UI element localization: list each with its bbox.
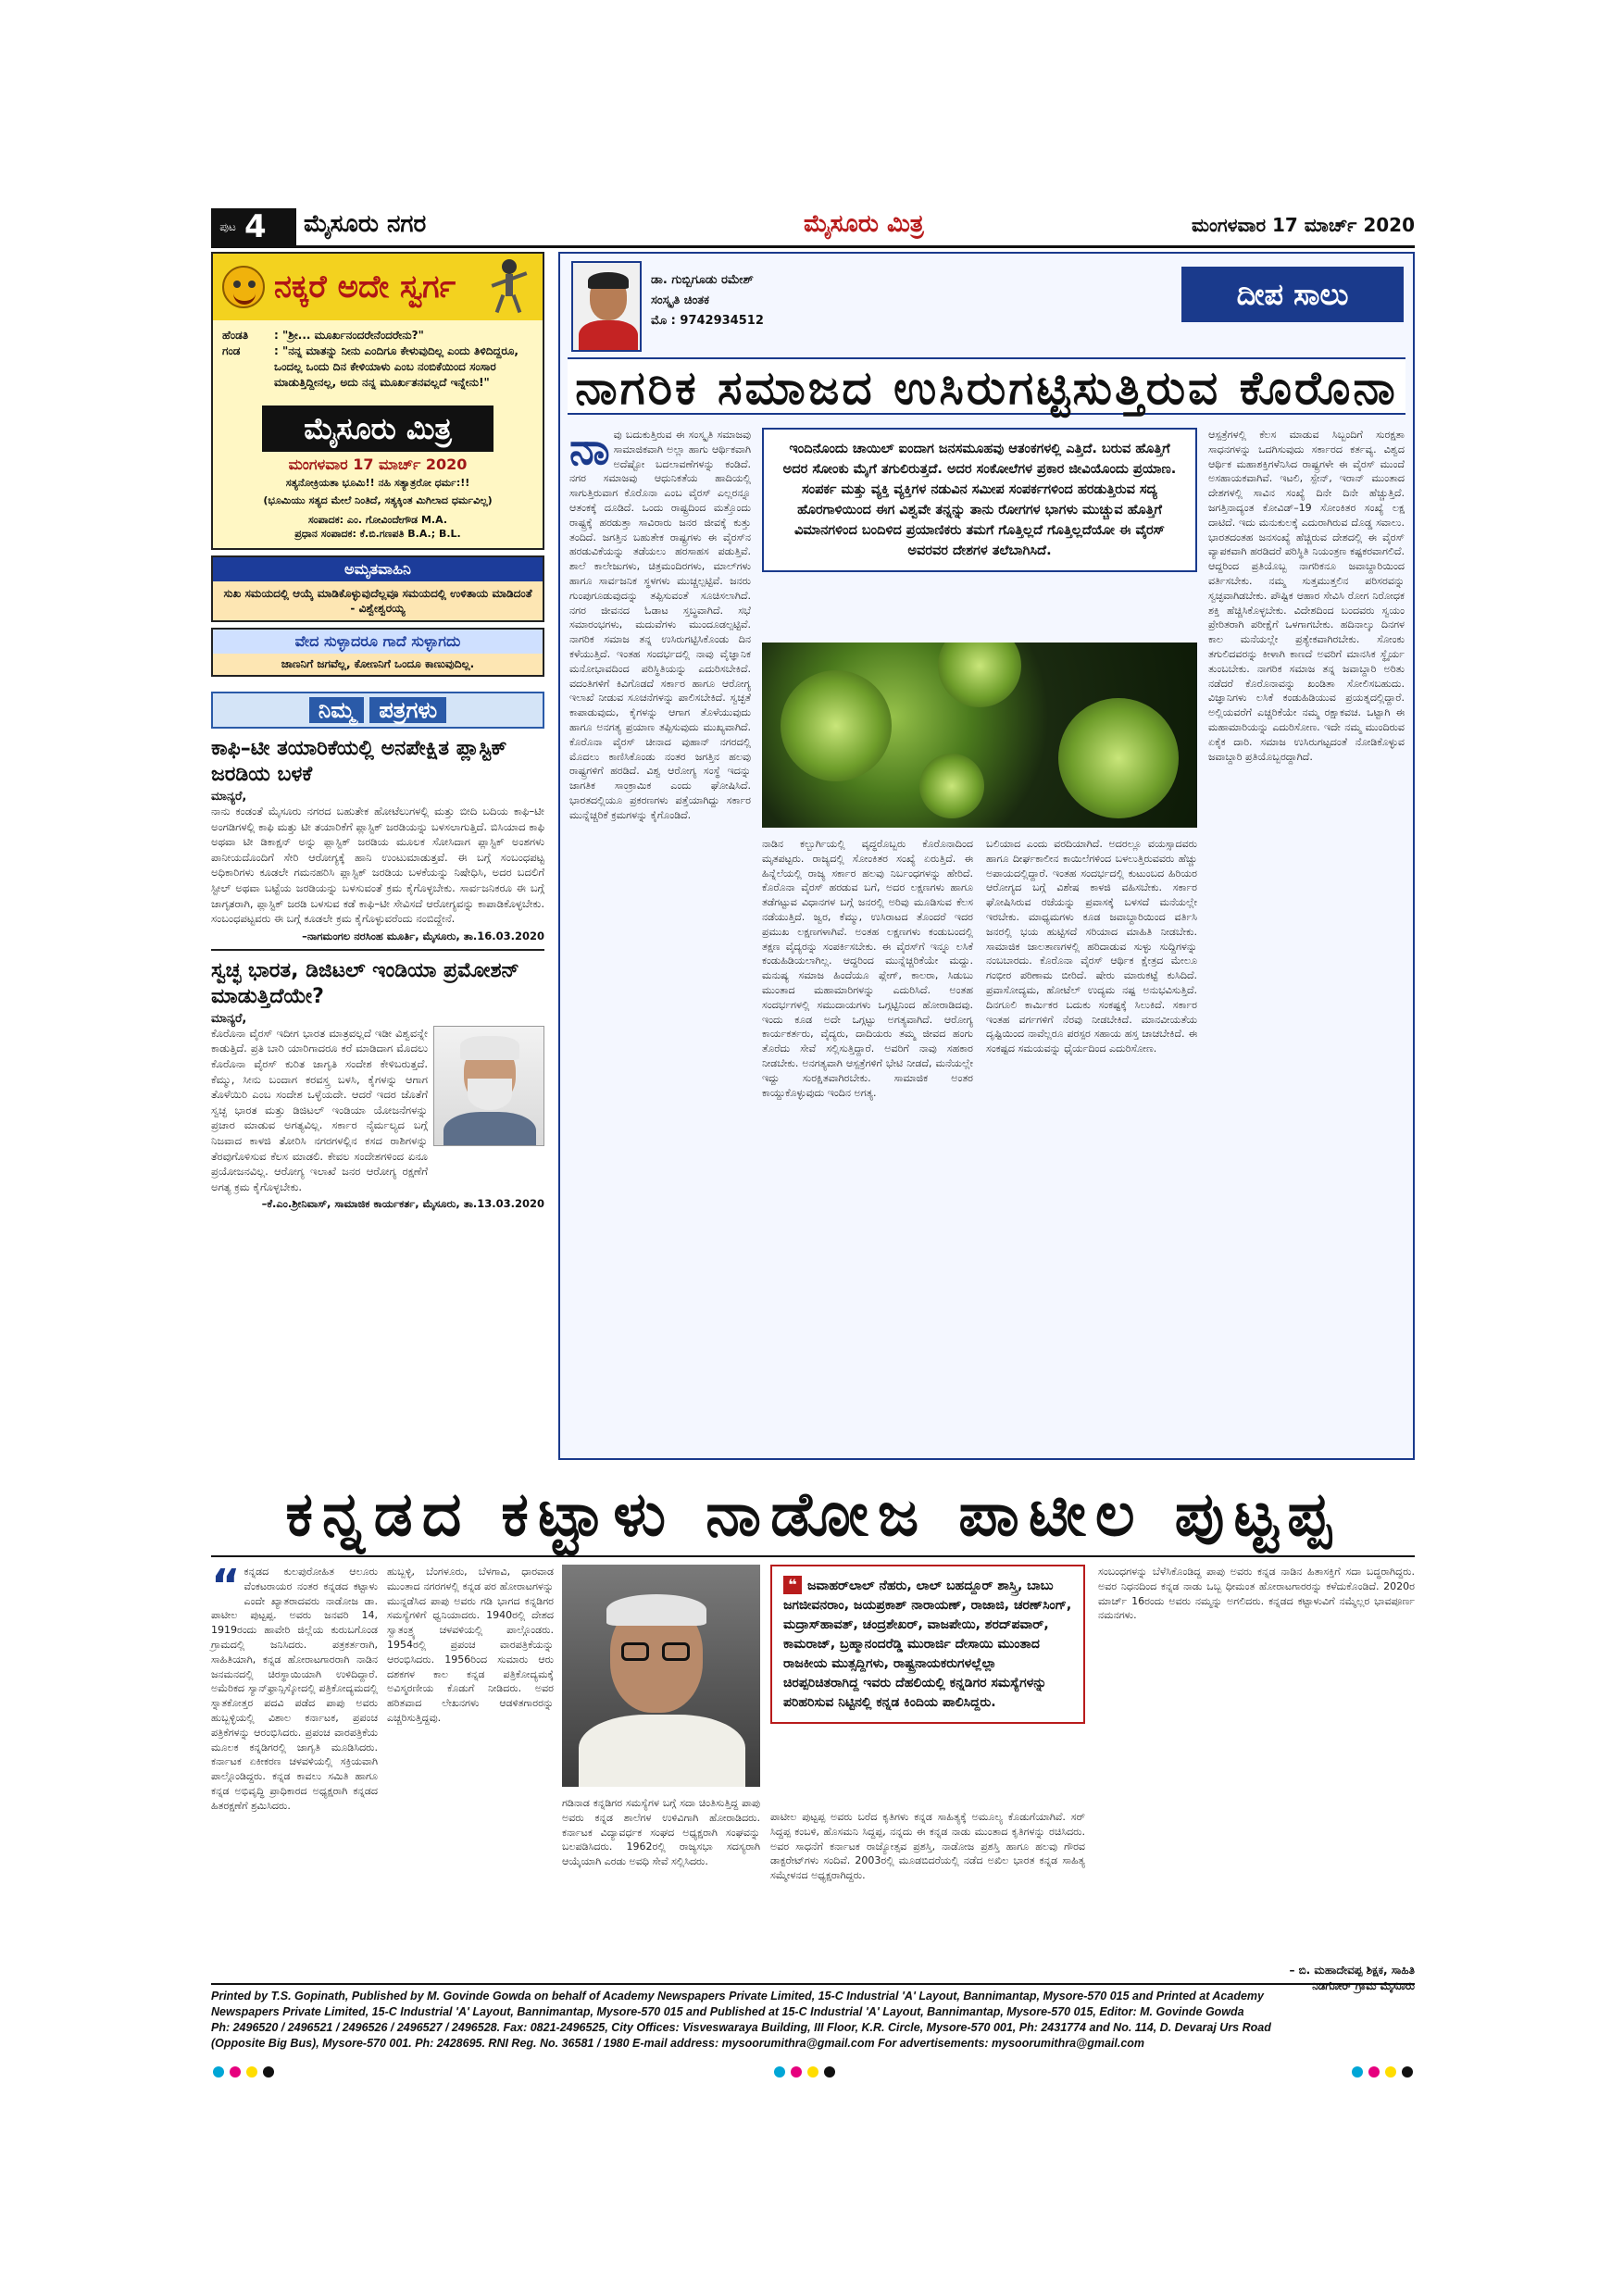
- patil-pull-quote: [770, 1565, 1085, 1724]
- editor-name: ಸಂಪಾದಕ: ಎಂ. ಗೋವಿಂದೇಗೌಡ M.A.: [307, 514, 448, 526]
- page-number-box: [211, 208, 296, 245]
- page-label: ಪುಟ: [219, 219, 236, 233]
- headline-rule: [211, 1555, 1415, 1557]
- letters-header: [211, 692, 544, 729]
- article-signature: – ಬಿ. ಮಹಾದೇವಪ್ಪ ಶಿಕ್ಷಕ, ಸಾಹಿತಿ ನಿಡಿಗೋರ್‌ ಗ್ರಾಮ ಮೈಸೂರು: [1289, 1964, 1415, 1992]
- coronavirus-image: [762, 643, 1197, 828]
- letter-title: ಸ್ವಚ್ಛ ಭಾರತ, ಡಿಜಿಟಲ್ ಇಂಡಿಯಾ ಪ್ರಮೋಶನ್ ಮಾಡುತ್ತಿದೆಯೇ?: [211, 958, 519, 1008]
- amruthavahini-title: ಅಮೃತವಾಹಿನಿ: [213, 557, 543, 581]
- reg-dot: [263, 2066, 274, 2078]
- patil-article-headline: ಕನ್ನಡದ ಕಟ್ಟಾಳು ನಾಡೋಜ ಪಾಟೀಲ ಪುಟ್ಟಪ್ಪ: [285, 1478, 1341, 1550]
- reg-dot: [824, 2066, 835, 2078]
- article-text: ವು ಬದುಕುತ್ತಿರುವ ಈ ಸಂಸ್ಕೃತಿ ಸಮಾಜವು ಸಾಮಾಜಿಕವಾಗಿ ಅಲ್ಲಾ ಹಾಗು ಆರ್ಥಿಕವಾಗಿ ಅದೆಷ್ಟೋ ಬದಲಾವಣೆಗಳನ್ನು ಕಂಡಿದೆ. ನಗರ ಸಮಾಜವು ಆಧುನಿಕತೆಯ ಹಾದಿಯಲ್ಲಿ ಸಾಗುತ್ತಿರುವಾಗ ಕೊರೊನಾ ಎಂಬ ವೈರಸ್ ಎಲ್ಲರನ್ನೂ ಆತಂಕಕ್ಕೆ ದೂಡಿದೆ. ಒಂದು ರಾಷ್ಟ್ರದಿಂದ ಮತ್ತೊಂದು ರಾಷ್ಟ್ರಕ್ಕೆ ಹರಡುತ್ತಾ ಸಾವಿರಾರು ಜನರ ಜೀವಕ್ಕೆ ಕುತ್ತು ತಂದಿದೆ. ಜಗತ್ತಿನ ಬಹುತೇಕ ರಾಷ್ಟ್ರಗಳು ಈ ವೈರಸ್‌ನ ಹರಡುವಿಕೆಯನ್ನು ತಡೆಯಲು ಹರಸಾಹಸ ಪಡುತ್ತಿವೆ. ಶಾಲೆ ಕಾಲೇಜುಗಳು, ಚಿತ್ರಮಂದಿರಗಳು, ಮಾಲ್‌ಗಳು ಹಾಗೂ ಸಾರ್ವಜನಿಕ ಸ್ಥಳಗಳು ಮುಚ್ಚಲ್ಪಟ್ಟಿವೆ. ಜನರು ಗುಂಪುಗೂಡುವುದನ್ನು ತಪ್ಪಿಸುವಂತೆ ಸೂಚಿಸಲಾಗಿದೆ. ನಗರ ಜೀವನದ ಓಡಾಟ ಸ್ತಬ್ಧವಾಗಿದೆ. ಸಭೆ ಸಮಾರಂಭಗಳು, ಮದುವೆಗಳು ಮುಂದೂಡಲ್ಪಟ್ಟಿವೆ. ನಾಗರಿಕ ಸಮಾಜ ತನ್ನ ಉಸಿರುಗಟ್ಟಿಸಿಕೊಂಡು ದಿನ ಕಳೆಯುತ್ತಿದೆ. ಇಂತಹ ಸಂದರ್ಭದಲ್ಲಿ ನಾವು ವೈಜ್ಞಾನಿಕ ಮನೋಭಾವದಿಂದ ಪರಿಸ್ಥಿತಿಯನ್ನು ಎದುರಿಸಬೇಕಿದೆ. ವದಂತಿಗಳಿಗೆ ಕಿವಿಗೊಡದೆ ಸರ್ಕಾರ ಹಾಗೂ ಆರೋಗ್ಯ ಇಲಾಖೆ ನೀಡುವ ಸೂಚನೆಗಳನ್ನು ಪಾಲಿಸಬೇಕಿದೆ. ಸ್ವಚ್ಛತೆ ಕಾಪಾಡುವುದು, ಕೈಗಳನ್ನು ಆಗಾಗ ತೊಳೆಯುವುದು ಹಾಗೂ ಅನಗತ್ಯ ಪ್ರಯಾಣ ತಪ್ಪಿಸುವುದು ಮುಖ್ಯವಾಗಿದೆ. ಕೊರೊನಾ ವೈರಸ್ ಚೀನಾದ ವುಹಾನ್ ನಗರದಲ್ಲಿ ಮೊದಲು ಕಾಣಿಸಿಕೊಂಡು ನಂತರ ಜಗತ್ತಿನ ಹಲವು ರಾಷ್ಟ್ರಗಳಿಗೆ ಹರಡಿದೆ. ವಿಶ್ವ ಆರೋಗ್ಯ ಸಂಸ್ಥೆ ಇದನ್ನು ಜಾಗತಿಕ ಸಾಂಕ್ರಾಮಿಕ ಎಂದು ಘೋಷಿಸಿದೆ. ಭಾರತದಲ್ಲಿಯೂ ಪ್ರಕರಣಗಳು ಪತ್ತೆಯಾಗಿದ್ದು ಸರ್ಕಾರ ಮುನ್ನೆಚ್ಚರಿಕೆ ಕ್ರಮಗಳನ್ನು ಕೈಗೊಂಡಿದೆ.: [569, 429, 751, 821]
- patil-puttappa-photo: [562, 1565, 760, 1787]
- letter-1: [211, 736, 544, 943]
- divider: [211, 949, 544, 951]
- letter-title: ಕಾಫಿ–ಟೀ ತಯಾರಿಕೆಯಲ್ಲಿ ಅನಪೇಕ್ಷಿತ ಪ್ಲಾಸ್ಟಿಕ್ ಜರಡಿಯ ಬಳಕೆ: [211, 737, 507, 786]
- joke-speaker: ಗಂಡ: [222, 344, 241, 357]
- author-details: [651, 261, 764, 352]
- imprint-line: (Opposite Big Bus), Mysore-570 001. Ph: 2428695. RNI Reg. No. 36581 / 1980 E-mail address: mysoorumithra@gmail.com For advertisements: mysoorumithra@gmail.com: [211, 2037, 1145, 2050]
- left-column: [211, 252, 544, 1211]
- article-column: [986, 837, 1197, 1056]
- nakkare-box: [211, 252, 544, 550]
- imprint-line: Printed by T.S. Gopinath, Published by M. Govinde Gowda on behalf of Academy Newspapers Private Limited, 15-C Industrial 'A' Layout, Bannimantap, Mysore-570 015 and Printed at Academy: [211, 1990, 1264, 2003]
- letter-body: ಕೊರೊನಾ ವೈರಸ್ ಇದೀಗ ಭಾರತ ಮಾತ್ರವಲ್ಲದೆ ಇಡೀ ವಿಶ್ವವನ್ನೇ ಕಾಡುತ್ತಿದೆ. ಪ್ರತಿ ಬಾರಿ ಯಾರಿಗಾದರೂ ಕರೆ ಮಾಡಿದಾಗ ಮೊದಲು ಕೊರೊನಾ ವೈರಸ್ ಕುರಿತ ಜಾಗೃತಿ ಸಂದೇಶ ಕೇಳಿಬರುತ್ತದೆ. ಕೆಮ್ಮು, ಸೀನು ಬಂದಾಗ ಕರವಸ್ತ್ರ ಬಳಸಿ, ಕೈಗಳನ್ನು ಆಗಾಗ ತೊಳೆಯಿರಿ ಎಂಬ ಸಂದೇಶ ಒಳ್ಳೆಯದೇ. ಆದರೆ ಇದರ ಜೊತೆಗೆ ಸ್ವಚ್ಛ ಭಾರತ ಮತ್ತು ಡಿಜಿಟಲ್ ಇಂಡಿಯಾ ಯೋಜನೆಗಳನ್ನು ಪ್ರಚಾರ ಮಾಡುವ ಅಗತ್ಯವಿಲ್ಲ. ಸರ್ಕಾರ ನೈರ್ಮಲ್ಯದ ಬಗ್ಗೆ ನಿಜವಾದ ಕಾಳಜಿ ತೋರಿಸಿ ನಗರಗಳಲ್ಲಿನ ಕಸದ ರಾಶಿಗಳನ್ನು ತೆರವುಗೊಳಿಸುವ ಕೆಲಸ ಮಾಡಲಿ. ಕೇವಲ ಸಂದೇಶಗಳಿಂದ ಏನೂ ಪ್ರಯೋಜನವಿಲ್ಲ. ಆರೋಗ್ಯ ಇಲಾಖೆ ಜನರ ಆರೋಗ್ಯ ರಕ್ಷಣೆಗೆ ಅಗತ್ಯ ಕ್ರಮ ಕೈಗೊಳ್ಳಬೇಕು.: [211, 1026, 428, 1193]
- amruthavahini-text: ಸುಖ ಸಮಯದಲ್ಲಿ ಆಯ್ಕೆ ಮಾಡಿಕೊಳ್ಳುವುದೆಲ್ಲವೂ ಸಮಯದಲ್ಲಿ ಉಳಿತಾಯ ಮಾಡಿದಂತೆ - ವಿಶ್ವೇಶ್ವರಯ್ಯ: [223, 587, 532, 615]
- pull-quote: ಇಂದಿನೊಂದು ಚಾಯಿಲ್ ಐಂದಾಗ ಜನಸಮೂಹವು ಆತಂಕಗಳಲ್ಲಿ ಎತ್ತಿದೆ. ಬರುವ ಹೊತ್ತಿಗೆ ಅದರ ಸೋಂಕು ಮೈಗೆ ತಗುಲಿರುತ್ತದೆ. ಅದರ ಸಂಕೋಲೆಗಳ ಪ್ರಕಾರ ಜೀವಿಯೊಂದು ಪ್ರಯಾಣ. ಸಂಪರ್ಕ ಮತ್ತು ವ್ಯಕ್ತಿ ವ್ಯಕ್ತಿಗಳ ನಡುವಿನ ಸಮೀಪ ಸಂಪರ್ಕಗಳಿಂದ ಹರಡುತ್ತಿರುವ ಸದ್ಯ ಹೊರಗಾಳಿಯಿಂದ ಈಗ ವಿಶ್ವವೇ ತನ್ನನ್ನು ತಾನು ರೋಗಗಳ ಭಾಗಳು ಮುಚ್ಚುವ ಹೊತ್ತಿಗೆ ವಿಮಾನಗಳಿಂದ ಬಂದಿಳಿದ ಪ್ರಯಾಣಿಕರು ತಮಗೆ ಗೊತ್ತಿಲ್ಲದೆ ಗೊತ್ತಿಲ್ಲದೆಯೋ ಈ ವೈರಸ್ ಅವರವರ ದೇಶಗಳ ತಲೆಬಾಗಿಸಿದೆ.: [762, 428, 1197, 572]
- joke-line: [222, 328, 533, 343]
- reg-dot: [230, 2066, 241, 2078]
- joke-text: : "ನನ್ನ ಮಾತನ್ನು ನೀನು ಎಂದಿಗೂ ಕೇಳುವುದಿಲ್ಲ ಎಂದು ತಿಳಿದಿದ್ದರೂ, ಒಂದಲ್ಲ ಒಂದು ದಿನ ಕೇಳಿಯಾಳು ಎಂಬ ನಂಬಿಕೆಯಿಂದ ಸಂಸಾರ ಮಾಡುತ್ತಿದ್ದೀನಲ್ಲ, ಅದು ನನ್ನ ಮೂರ್ಖತನವಲ್ಲದೆ ಇನ್ನೇನು!": [274, 344, 518, 389]
- motto-line: ಸತ್ಯನೋಕ್ರಿಯತಾ ಭೂಮಿ!! ನಹಿ ಸತ್ಯಾತ್ರರೋ ಧರ್ಮ:!!: [285, 477, 470, 489]
- reg-dot: [1402, 2066, 1413, 2078]
- issue-date: ಮಂಗಳವಾರ 17 ಮಾರ್ಚ್ 2020: [1191, 214, 1415, 236]
- article-text: ಹುಬ್ಬಳ್ಳಿ, ಬೆಂಗಳೂರು, ಬೆಳಗಾವಿ, ಧಾರವಾಡ ಮುಂತಾದ ನಗರಗಳಲ್ಲಿ ಕನ್ನಡ ಪರ ಹೋರಾಟಗಳನ್ನು ಮುನ್ನಡೆಸಿದ ಪಾಪು ಅವರು ಗಡಿ ಭಾಗದ ಕನ್ನಡಿಗರ ಸಮಸ್ಯೆಗಳಿಗೆ ಧ್ವನಿಯಾದರು. 1940ರಲ್ಲಿ ದೇಶದ ಸ್ವಾತಂತ್ರ್ಯ ಚಳವಳಿಯಲ್ಲಿ ಪಾಲ್ಗೊಂಡರು. 1954ರಲ್ಲಿ ಪ್ರಪಂಚ ವಾರಪತ್ರಿಕೆಯನ್ನು ಆರಂಭಿಸಿದರು. 1956ರಿಂದ ಸುಮಾರು ಆರು ದಶಕಗಳ ಕಾಲ ಕನ್ನಡ ಪತ್ರಿಕೋದ್ಯಮಕ್ಕೆ ಅವಿಸ್ಮರಣೀಯ ಕೊಡುಗೆ ನೀಡಿದರು. ಅವರ ಹರಿತವಾದ ಲೇಖನಗಳು ಆಡಳಿತಗಾರರನ್ನು ಎಚ್ಚರಿಸುತ್ತಿದ್ದವು.: [387, 1566, 554, 1724]
- article-text: ನಾಡಿನ ಕಲ್ಬುರ್ಗಿಯಲ್ಲಿ ವೃದ್ಧರೊಬ್ಬರು ಕೊರೊನಾದಿಂದ ಮೃತಪಟ್ಟರು. ರಾಜ್ಯದಲ್ಲಿ ಸೋಂಕಿತರ ಸಂಖ್ಯೆ ಏರುತ್ತಿದೆ. ಈ ಹಿನ್ನೆಲೆಯಲ್ಲಿ ರಾಜ್ಯ ಸರ್ಕಾರ ಹಲವು ನಿರ್ಬಂಧಗಳನ್ನು ಹೇರಿದೆ. ಕೊರೊನಾ ವೈರಸ್ ಹರಡುವ ಬಗೆ, ಅದರ ಲಕ್ಷಣಗಳು ಹಾಗೂ ತಡೆಗಟ್ಟುವ ವಿಧಾನಗಳ ಬಗ್ಗೆ ಜನರಲ್ಲಿ ಅರಿವು ಮೂಡಿಸುವ ಕೆಲಸ ನಡೆಯುತ್ತಿದೆ. ಜ್ವರ, ಕೆಮ್ಮು, ಉಸಿರಾಟದ ತೊಂದರೆ ಇದರ ಪ್ರಮುಖ ಲಕ್ಷಣಗಳಾಗಿವೆ. ಅಂತಹ ಲಕ್ಷಣಗಳು ಕಂಡುಬಂದಲ್ಲಿ ತಕ್ಷಣ ವೈದ್ಯರನ್ನು ಸಂಪರ್ಕಿಸಬೇಕು. ಈ ವೈರಸ್‌ಗೆ ಇನ್ನೂ ಲಸಿಕೆ ಕಂಡುಹಿಡಿಯಲಾಗಿಲ್ಲ. ಆದ್ದರಿಂದ ಮುನ್ನೆಚ್ಚರಿಕೆಯೇ ಮದ್ದು. ಮನುಷ್ಯ ಸಮಾಜ ಹಿಂದೆಯೂ ಪ್ಲೇಗ್, ಕಾಲರಾ, ಸಿಡುಬು ಮುಂತಾದ ಮಹಾಮಾರಿಗಳನ್ನು ಎದುರಿಸಿದೆ. ಅಂತಹ ಸಂದರ್ಭಗಳಲ್ಲಿ ಸಮುದಾಯಗಳು ಒಗ್ಗಟ್ಟಿನಿಂದ ಹೋರಾಡಿದವು. ಇಂದು ಕೂಡ ಅದೇ ಒಗ್ಗಟ್ಟು ಅಗತ್ಯವಾಗಿದೆ. ಆರೋಗ್ಯ ಕಾರ್ಯಕರ್ತರು, ವೈದ್ಯರು, ದಾದಿಯರು ತಮ್ಮ ಜೀವದ ಹಂಗು ತೊರೆದು ಸೇವೆ ಸಲ್ಲಿಸುತ್ತಿದ್ದಾರೆ. ಅವರಿಗೆ ನಾವು ಸಹಕಾರ ನೀಡಬೇಕು. ಅನಗತ್ಯವಾಗಿ ಆಸ್ಪತ್ರೆಗಳಿಗೆ ಭೇಟಿ ನೀಡದೆ, ಮನೆಯಲ್ಲೇ ಇದ್ದು ಸುರಕ್ಷಿತವಾಗಿರಬೇಕು. ಸಾಮಾಜಿಕ ಅಂತರ ಕಾಯ್ದುಕೊಳ್ಳುವುದು ಇಂದಿನ ಅಗತ್ಯ.: [762, 838, 973, 1099]
- reg-dot: [791, 2066, 802, 2078]
- paper-logo: ಮೈಸೂರು ಮಿತ್ರ: [804, 210, 924, 238]
- article-column: [562, 1796, 760, 1869]
- pull-quote-text: ಜವಾಹರ್‌ಲಾಲ್ ನೆಹರು, ಲಾಲ್ ಬಹದ್ದೂರ್ ಶಾಸ್ತ್ರಿ, ಬಾಬು ಜಗಜೀವನರಾಂ, ಜಯಪ್ರಕಾಶ್ ನಾರಾಯಣ್, ರಾಜಾಜಿ, ಚರಣ್‌ಸಿಂಗ್, ಮದ್ರಾಸ್‌ಹಾವತ್, ಚಂದ್ರಶೇಖರ್, ವಾಜಪೇಯಿ, ಶರದ್‌ಪವಾರ್, ಕಾಮರಾಜ್, ಬ್ರಹ್ಮಾನಂದರೆಡ್ಡಿ ಮುರಾರ್ಜಿ ದೇಸಾಯಿ ಮುಂತಾದ ರಾಜಕೀಯ ಮುತ್ಸದ್ದಿಗಳು, ರಾಷ್ಟ್ರನಾಯಕರುಗಳಲ್ಲೆಲ್ಲಾ ಚಿರಪ್ಪರಿಚಿತರಾಗಿದ್ದ ಇವರು ದೆಹಲಿಯಲ್ಲಿ ಕನ್ನಡಿಗರ ಸಮಸ್ಯೆಗಳನ್ನು ಪರಿಹರಿಸುವ ನಿಟ್ಟಿನಲ್ಲಿ ಕನ್ನಡ ಕಿಂದಿಯ ಪಾಲಿಸಿದ್ದರು.: [783, 1578, 1072, 1710]
- politician-photo: [433, 1026, 544, 1146]
- reg-dot: [1368, 2066, 1380, 2078]
- mysoorumithra-logo: ಮೈಸೂರು ಮಿತ್ರ: [262, 406, 493, 452]
- reg-dot: [1352, 2066, 1363, 2078]
- proverb-text: ಜಾಣನಿಗೆ ಜಗವೆಲ್ಲ, ಕೋಣನಿಗೆ ಒಂದೂ ಕಾಣುವುದಿಲ್ಲ.: [281, 657, 475, 670]
- nakkare-joke: [213, 320, 543, 398]
- letter-body-with-photo: [211, 1026, 544, 1195]
- letter-salutation: ಮಾನ್ಯರೆ,: [211, 790, 247, 804]
- article-headline: ನಾಗರಿಕ ಸಮಾಜದ ಉಸಿರುಗಟ್ಟಿಸುತ್ತಿರುವ ಕೊರೊನಾ: [568, 357, 1405, 415]
- reg-dot: [1385, 2066, 1396, 2078]
- imprint: [211, 1983, 1415, 2052]
- letter-signature: –ನಾಗಮಂಗಲ ನರಸಿಂಹ ಮೂರ್ತಿ, ಮೈಸೂರು, ತಾ.16.03.2020: [302, 929, 544, 942]
- drop-cap: “: [211, 1560, 241, 1612]
- author-phone: ಮೊ : 9742934512: [651, 314, 764, 328]
- article-column: [569, 423, 751, 823]
- article-text: ಬಲಿಯಾದ ಎಂದು ವರದಿಯಾಗಿದೆ. ಅದರಲ್ಲೂ ವಯಸ್ಸಾದವರು ಹಾಗೂ ದೀರ್ಘಕಾಲೀನ ಕಾಯಿಲೆಗಳಿಂದ ಬಳಲುತ್ತಿರುವವರು ಹೆಚ್ಚು ಅಪಾಯದಲ್ಲಿದ್ದಾರೆ. ಇಂತಹ ಸಂದರ್ಭದಲ್ಲಿ ಕುಟುಂಬದ ಹಿರಿಯರ ಆರೋಗ್ಯದ ಬಗ್ಗೆ ವಿಶೇಷ ಕಾಳಜಿ ವಹಿಸಬೇಕು. ಸರ್ಕಾರ ಘೋಷಿಸಿರುವ ರಜೆಯನ್ನು ಪ್ರವಾಸಕ್ಕೆ ಬಳಸದೆ ಮನೆಯಲ್ಲೇ ಇರಬೇಕು. ಮಾಧ್ಯಮಗಳು ಕೂಡ ಜವಾಬ್ದಾರಿಯಿಂದ ವರ್ತಿಸಿ ಜನರಲ್ಲಿ ಭಯ ಹುಟ್ಟಿಸದೆ ಸರಿಯಾದ ಮಾಹಿತಿ ನೀಡಬೇಕು. ಸಾಮಾಜಿಕ ಜಾಲತಾಣಗಳಲ್ಲಿ ಹರಿದಾಡುವ ಸುಳ್ಳು ಸುದ್ದಿಗಳನ್ನು ನಂಬಬಾರದು. ಕೊರೊನಾ ವೈರಸ್ ಆರ್ಥಿಕ ಕ್ಷೇತ್ರದ ಮೇಲೂ ಗಂಭೀರ ಪರಿಣಾಮ ಬೀರಿದೆ. ಷೇರು ಮಾರುಕಟ್ಟೆ ಕುಸಿದಿದೆ. ಪ್ರವಾಸೋದ್ಯಮ, ಹೋಟೆಲ್ ಉದ್ಯಮ ನಷ್ಟ ಅನುಭವಿಸುತ್ತಿದೆ. ದಿನಗೂಲಿ ಕಾರ್ಮಿಕರ ಬದುಕು ಸಂಕಷ್ಟಕ್ಕೆ ಸಿಲುಕಿದೆ. ಸರ್ಕಾರ ಇಂತಹ ವರ್ಗಗಳಿಗೆ ನೆರವು ನೀಡಬೇಕಿದೆ. ಮಾನವೀಯತೆಯ ದೃಷ್ಟಿಯಿಂದ ನಾವೆಲ್ಲರೂ ಪರಸ್ಪರ ಸಹಾಯ ಹಸ್ತ ಚಾಚಬೇಕಿದೆ. ಈ ಸಂಕಷ್ಟದ ಸಮಯವನ್ನು ಧೈರ್ಯದಿಂದ ಎದುರಿಸೋಣ.: [986, 838, 1197, 1055]
- joke-text: : "ಶ್ರೀ... ಮೂರ್ಖನಂದರೇನೆಂದರೇನು?": [274, 329, 424, 342]
- chief-editor-name: ಪ್ರಧಾನ ಸಂಪಾದಕ: ಕೆ.ಬಿ.ಗಣಪತಿ B.A.; B.L.: [294, 528, 461, 540]
- article-text: ಸಂಬಂಧಗಳನ್ನು ಬೆಳೆಸಿಕೊಂಡಿದ್ದ ಪಾಪು ಅವರು ಕನ್ನಡ ನಾಡಿನ ಹಿತಾಸಕ್ತಿಗೆ ಸದಾ ಬದ್ಧರಾಗಿದ್ದರು. ಅವರ ನಿಧನದಿಂದ ಕನ್ನಡ ನಾಡು ಒಬ್ಬ ಧೀಮಂತ ಹೋರಾಟಗಾರರನ್ನು ಕಳೆದುಕೊಂಡಿದೆ. 2020ರ ಮಾರ್ಚ್ 16ರಂದು ಅವರು ನಮ್ಮನ್ನು ಅಗಲಿದರು. ಕನ್ನಡದ ಕಟ್ಟಾಳುವಿಗೆ ನಮ್ಮೆಲ್ಲರ ಭಾವಪೂರ್ಣ ನಮನಗಳು.: [1098, 1566, 1415, 1622]
- nakkare-header: [213, 254, 543, 320]
- editors-block: [213, 509, 543, 548]
- page-number: 4: [244, 208, 267, 245]
- amruthavahini-box: [211, 555, 544, 622]
- proverb-title: ವೇದ ಸುಳ್ಳಾದರೂ ಗಾದೆ ಸುಳ್ಳಾಗದು: [213, 630, 543, 654]
- letter-salutation: ಮಾನ್ಯರೆ,: [211, 1011, 247, 1026]
- letters-header-a: ನಿಮ್ಮ: [309, 697, 364, 723]
- article-column: [1098, 1565, 1415, 1623]
- cartoon-figure-icon: [485, 259, 533, 315]
- logo-date: ಮಂಗಳವಾರ 17 ಮಾರ್ಚ್ 2020: [288, 455, 468, 473]
- registration-dots-left: [213, 2066, 274, 2078]
- article-column: [770, 1810, 1085, 1883]
- author-box: [571, 261, 849, 352]
- letter-2: [211, 958, 544, 1212]
- reg-dot: [774, 2066, 785, 2078]
- column-name: ದೀಪ ಸಾಲು: [1181, 267, 1404, 322]
- reg-dot: [213, 2066, 224, 2078]
- deepa-saalu-article: [558, 252, 1415, 1460]
- letter-signature: –ಕೆ.ಎಂ.ಶ್ರೀನಿವಾಸ್, ಸಾಮಾಜಿಕ ಕಾರ್ಯಕರ್ತ, ಮೈಸೂರು, ತಾ.13.03.2020: [261, 1197, 544, 1211]
- article-text: ಕನ್ನಡದ ಕುಲಪುರೋಹಿತ ಆಲೂರು ವೆಂಕಟರಾಯರ ನಂತರ ಕನ್ನಡದ ಕಟ್ಟಾಳು ಎಂದೇ ಖ್ಯಾತರಾದವರು ನಾಡೋಜ ಡಾ. ಪಾಟೀಲ ಪುಟ್ಟಪ್ಪ. ಅವರು ಜನವರಿ 14, 1919ರಂದು ಹಾವೇರಿ ಜಿಲ್ಲೆಯ ಕುರುಬಗೊಂಡ ಗ್ರಾಮದಲ್ಲಿ ಜನಿಸಿದರು. ಪತ್ರಕರ್ತರಾಗಿ, ಸಾಹಿತಿಯಾಗಿ, ಕನ್ನಡ ಹೋರಾಟಗಾರರಾಗಿ ನಾಡಿನ ಜನಮನದಲ್ಲಿ ಚಿರಸ್ಥಾಯಿಯಾಗಿ ಉಳಿದಿದ್ದಾರೆ. ಅಮೆರಿಕದ ಸ್ಯಾನ್‌ಫ್ರಾನ್ಸಿಸ್ಕೋದಲ್ಲಿ ಪತ್ರಿಕೋದ್ಯಮದಲ್ಲಿ ಸ್ನಾತಕೋತ್ತರ ಪದವಿ ಪಡೆದ ಪಾಪು ಅವರು ಹುಬ್ಬಳ್ಳಿಯಲ್ಲಿ ವಿಶಾಲ ಕರ್ನಾಟಕ, ಪ್ರಪಂಚ ಪತ್ರಿಕೆಗಳನ್ನು ಆರಂಭಿಸಿದರು. ಪ್ರಪಂಚ ವಾರಪತ್ರಿಕೆಯ ಮೂಲಕ ಕನ್ನಡಿಗರಲ್ಲಿ ಜಾಗೃತಿ ಮೂಡಿಸಿದರು. ಕರ್ನಾಟಕ ಏಕೀಕರಣ ಚಳವಳಿಯಲ್ಲಿ ಸಕ್ರಿಯವಾಗಿ ಪಾಲ್ಗೊಂಡಿದ್ದರು. ಕನ್ನಡ ಕಾವಲು ಸಮಿತಿ ಹಾಗೂ ಕನ್ನಡ ಅಭಿವೃದ್ಧಿ ಪ್ರಾಧಿಕಾರದ ಅಧ್ಯಕ್ಷರಾಗಿ ಕನ್ನಡದ ಹಿತರಕ್ಷಣೆಗೆ ಶ್ರಮಿಸಿದರು.: [211, 1566, 378, 1812]
- article-column: [387, 1565, 554, 1726]
- article-column: [1208, 428, 1405, 764]
- author-name: ಡಾ. ಗುಬ್ಬಿಗೂಡು ರಮೇಶ್: [651, 273, 754, 287]
- imprint-line: Newspapers Private Limited, 15-C Industrial 'A' Layout, Bannimantap, Mysore-570 015 and Published at 15-C Industrial 'A' Layout, Bannimantap, Mysore-570 015, Editor: M. Govinde Gowda: [211, 2005, 1244, 2018]
- nakkare-title: ನಕ್ಕರೆ ಅದೇ ಸ್ವರ್ಗ: [274, 268, 456, 306]
- quote-marker-icon: ❝: [783, 1576, 802, 1594]
- article-text: ಪಾಟೀಲ ಪುಟ್ಟಪ್ಪ ಅವರು ಬರೆದ ಕೃತಿಗಳು ಕನ್ನಡ ಸಾಹಿತ್ಯಕ್ಕೆ ಅಮೂಲ್ಯ ಕೊಡುಗೆಯಾಗಿವೆ. ಸರ್ ಸಿದ್ದಪ್ಪ ಕಂಬಳಿ, ಹೊಸಮನಿ ಸಿದ್ದಪ್ಪ, ನನ್ನದು ಈ ಕನ್ನಡ ನಾಡು ಮುಂತಾದ ಕೃತಿಗಳನ್ನು ರಚಿಸಿದರು. ಅವರ ಸಾಧನೆಗೆ ಕರ್ನಾಟಕ ರಾಜ್ಯೋತ್ಸವ ಪ್ರಶಸ್ತಿ, ನಾಡೋಜ ಪ್ರಶಸ್ತಿ ಹಾಗೂ ಹಲವು ಗೌರವ ಡಾಕ್ಟರೇಟ್‌ಗಳು ಸಂದಿವೆ. 2003ರಲ್ಲಿ ಮೂಡಬಿದರೆಯಲ್ಲಿ ನಡೆದ ಅಖಿಲ ಭಾರತ ಕನ್ನಡ ಸಾಹಿತ್ಯ ಸಮ್ಮೇಳನದ ಅಧ್ಯಕ್ಷರಾಗಿದ್ದರು.: [770, 1811, 1085, 1882]
- masthead: [211, 208, 1415, 245]
- article-column: [211, 1560, 378, 1814]
- joke-line: [222, 343, 533, 391]
- article-text: ಆಸ್ಪತ್ರೆಗಳಲ್ಲಿ ಕೆಲಸ ಮಾಡುವ ಸಿಬ್ಬಂದಿಗೆ ಸುರಕ್ಷತಾ ಸಾಧನಗಳನ್ನು ಒದಗಿಸುವುದು ಸರ್ಕಾರದ ಕರ್ತವ್ಯ. ವಿಶ್ವದ ಆರ್ಥಿಕ ಮಹಾಶಕ್ತಿಗಳೆನಿಸಿದ ರಾಷ್ಟ್ರಗಳೇ ಈ ವೈರಸ್ ಮುಂದೆ ಅಸಹಾಯಕವಾಗಿವೆ. ಇಟಲಿ, ಸ್ಪೇನ್, ಇರಾನ್ ಮುಂತಾದ ದೇಶಗಳಲ್ಲಿ ಸಾವಿನ ಸಂಖ್ಯೆ ದಿನೇ ದಿನೇ ಹೆಚ್ಚುತ್ತಿದೆ. ಜಗತ್ತಿನಾದ್ಯಂತ ಕೋವಿಡ್–19 ಸೋಂಕಿತರ ಸಂಖ್ಯೆ ಲಕ್ಷ ದಾಟಿದೆ. ಇದು ಮನುಕುಲಕ್ಕೆ ಎದುರಾಗಿರುವ ದೊಡ್ಡ ಸವಾಲು. ಭಾರತದಂತಹ ಜನಸಂಖ್ಯೆ ಹೆಚ್ಚಿರುವ ದೇಶದಲ್ಲಿ ಈ ವೈರಸ್ ವ್ಯಾಪಕವಾಗಿ ಹರಡಿದರೆ ಪರಿಸ್ಥಿತಿ ನಿಯಂತ್ರಣ ಕಷ್ಟಕರವಾಗಲಿದೆ. ಆದ್ದರಿಂದ ಪ್ರತಿಯೊಬ್ಬ ನಾಗರಿಕನೂ ಜವಾಬ್ದಾರಿಯಿಂದ ವರ್ತಿಸಬೇಕು. ನಮ್ಮ ಸುತ್ತಮುತ್ತಲಿನ ಪರಿಸರವನ್ನು ಸ್ವಚ್ಛವಾಗಿಡಬೇಕು. ಪೌಷ್ಟಿಕ ಆಹಾರ ಸೇವಿಸಿ ರೋಗ ನಿರೋಧಕ ಶಕ್ತಿ ಹೆಚ್ಚಿಸಿಕೊಳ್ಳಬೇಕು. ವಿದೇಶದಿಂದ ಬಂದವರು ಸ್ವಯಂ ಪ್ರೇರಿತರಾಗಿ ಪರೀಕ್ಷೆಗೆ ಒಳಗಾಗಬೇಕು. ಹದಿನಾಲ್ಕು ದಿನಗಳ ಕಾಲ ಮನೆಯಲ್ಲೇ ಪ್ರತ್ಯೇಕವಾಗಿರಬೇಕು. ಸೋಂಕು ತಗುಲಿದವರನ್ನು ಕೀಳಾಗಿ ಕಾಣದೆ ಅವರಿಗೆ ಮಾನಸಿಕ ಸ್ಥೈರ್ಯ ತುಂಬಬೇಕು. ನಾಗರಿಕ ಸಮಾಜ ತನ್ನ ಜವಾಬ್ದಾರಿ ಅರಿತು ನಡೆದರೆ ಕೊರೊನಾವನ್ನು ಖಂಡಿತಾ ಸೋಲಿಸಬಹುದು. ವಿಜ್ಞಾನಿಗಳು ಲಸಿಕೆ ಕಂಡುಹಿಡಿಯುವ ಪ್ರಯತ್ನದಲ್ಲಿದ್ದಾರೆ. ಅಲ್ಲಿಯವರೆಗೆ ಎಚ್ಚರಿಕೆಯೇ ನಮ್ಮ ರಕ್ಷಾಕವಚ. ಒಟ್ಟಾಗಿ ಈ ಮಹಾಮಾರಿಯನ್ನು ಎದುರಿಸೋಣ. ಇದೇ ನಮ್ಮ ಮುಂದಿರುವ ಏಕೈಕ ದಾರಿ. ಸಮಾಜ ಉಸಿರುಗಟ್ಟದಂತೆ ನೋಡಿಕೊಳ್ಳುವ ಜವಾಬ್ದಾರಿ ಪ್ರತಿಯೊಬ್ಬರದ್ದಾಗಿದೆ.: [1208, 429, 1405, 763]
- letters-header-b: ಪತ್ರಗಳು: [369, 697, 446, 723]
- registration-dots-right: [1352, 2066, 1413, 2078]
- article-column: [762, 837, 973, 1100]
- article-text: ಗಡಿನಾಡ ಕನ್ನಡಿಗರ ಸಮಸ್ಯೆಗಳ ಬಗ್ಗೆ ಸದಾ ಚಿಂತಿಸುತ್ತಿದ್ದ ಪಾಪು ಅವರು ಕನ್ನಡ ಶಾಲೆಗಳ ಉಳಿವಿಗಾಗಿ ಹೋರಾಡಿದರು. ಕರ್ನಾಟಕ ವಿದ್ಯಾವರ್ಧಕ ಸಂಘದ ಅಧ್ಯಕ್ಷರಾಗಿ ಸಂಘವನ್ನು ಬಲಪಡಿಸಿದರು. 1962ರಲ್ಲಿ ರಾಜ್ಯಸಭಾ ಸದಸ್ಯರಾಗಿ ಆಯ್ಕೆಯಾಗಿ ಎರಡು ಅವಧಿ ಸೇವೆ ಸಲ್ಲಿಸಿದರು.: [562, 1797, 760, 1868]
- masthead-rule: [211, 245, 1415, 248]
- section-name: ಮೈಸೂರು ನಗರ: [304, 210, 427, 238]
- registration-dots-center: [774, 2066, 835, 2078]
- author-role: ಸಂಸ್ಕೃತಿ ಚಿಂತಕ: [651, 293, 710, 307]
- motto-translation: (ಭೂಮಿಯು ಸತ್ಯದ ಮೇಲೆ ನಿಂತಿದೆ, ಸತ್ಯಕ್ಕಿಂತ ಮಿಗಿಲಾದ ಧರ್ಮವಿಲ್ಲ): [263, 494, 493, 506]
- imprint-line: Ph: 2496520 / 2496521 / 2496526 / 2496527 / 2496528. Fax: 0821-2496525, City Offices: Visveswaraya Building, III Floor, K.R. Circle, Mysore-570 001, Ph: 2431774 and No. 114, D. Devaraj Urs Road: [211, 2021, 1271, 2034]
- reg-dot: [246, 2066, 257, 2078]
- drop-cap: ನಾ: [569, 423, 610, 475]
- joke-speaker: ಹೆಂಡತಿ: [222, 329, 249, 342]
- reg-dot: [807, 2066, 818, 2078]
- author-photo: [571, 261, 642, 352]
- proverb-box: [211, 628, 544, 677]
- letter-body: ನಾನು ಕಂಡಂತೆ ಮೈಸೂರು ನಗರದ ಬಹುತೇಕ ಹೋಟೆಲುಗಳಲ್ಲಿ ಮತ್ತು ಬೀದಿ ಬದಿಯ ಕಾಫಿ–ಟೀ ಅಂಗಡಿಗಳಲ್ಲಿ ಕಾಫಿ ಮತ್ತು ಟೀ ತಯಾರಿಕೆಗೆ ಪ್ಲಾಸ್ಟಿಕ್ ಜರಡಿಯನ್ನು ಬಳಸಲಾಗುತ್ತಿದೆ. ಬಿಸಿಯಾದ ಕಾಫಿ ಅಥವಾ ಟೀ ಡಿಕಾಕ್ಷನ್ ಅನ್ನು ಪ್ಲಾಸ್ಟಿಕ್ ಜರಡಿಯ ಮೂಲಕ ಸೋಸಿದಾಗ ಪ್ಲಾಸ್ಟಿಕ್ ಅಂಶಗಳು ಪಾನೀಯದೊಂದಿಗೆ ಸೇರಿ ಆರೋಗ್ಯಕ್ಕೆ ಹಾನಿ ಉಂಟುಮಾಡುತ್ತವೆ. ಈ ಬಗ್ಗೆ ಸಂಬಂಧಪಟ್ಟ ಅಧಿಕಾರಿಗಳು ಕೂಡಲೇ ಗಮನಹರಿಸಿ ಪ್ಲಾಸ್ಟಿಕ್ ಜರಡಿಯ ಬಳಕೆಯನ್ನು ನಿಷೇಧಿಸಿ, ಅದರ ಬದಲಿಗೆ ಸ್ಟೀಲ್ ಅಥವಾ ಬಟ್ಟೆಯ ಜರಡಿಯನ್ನು ಬಳಸುವಂತೆ ಕ್ರಮ ಕೈಗೊಳ್ಳಬೇಕು. ಸಾರ್ವಜನಿಕರೂ ಈ ಬಗ್ಗೆ ಜಾಗೃತರಾಗಿ, ಪ್ಲಾಸ್ಟಿಕ್ ಜರಡಿ ಬಳಸುವ ಕಡೆ ಕಾಫಿ–ಟೀ ಸೇವಿಸದೆ ಆರೋಗ್ಯವನ್ನು ಕಾಪಾಡಿಕೊಳ್ಳಬೇಕು. ಸಂಬಂಧಪಟ್ಟವರು ಈ ಬಗ್ಗೆ ಕೂಡಲೇ ಕ್ರಮ ಕೈಗೊಳ್ಳುವರೆಂದು ನಂಬಿದ್ದೇನೆ.: [211, 805, 544, 926]
- laughing-face-icon: [222, 266, 265, 308]
